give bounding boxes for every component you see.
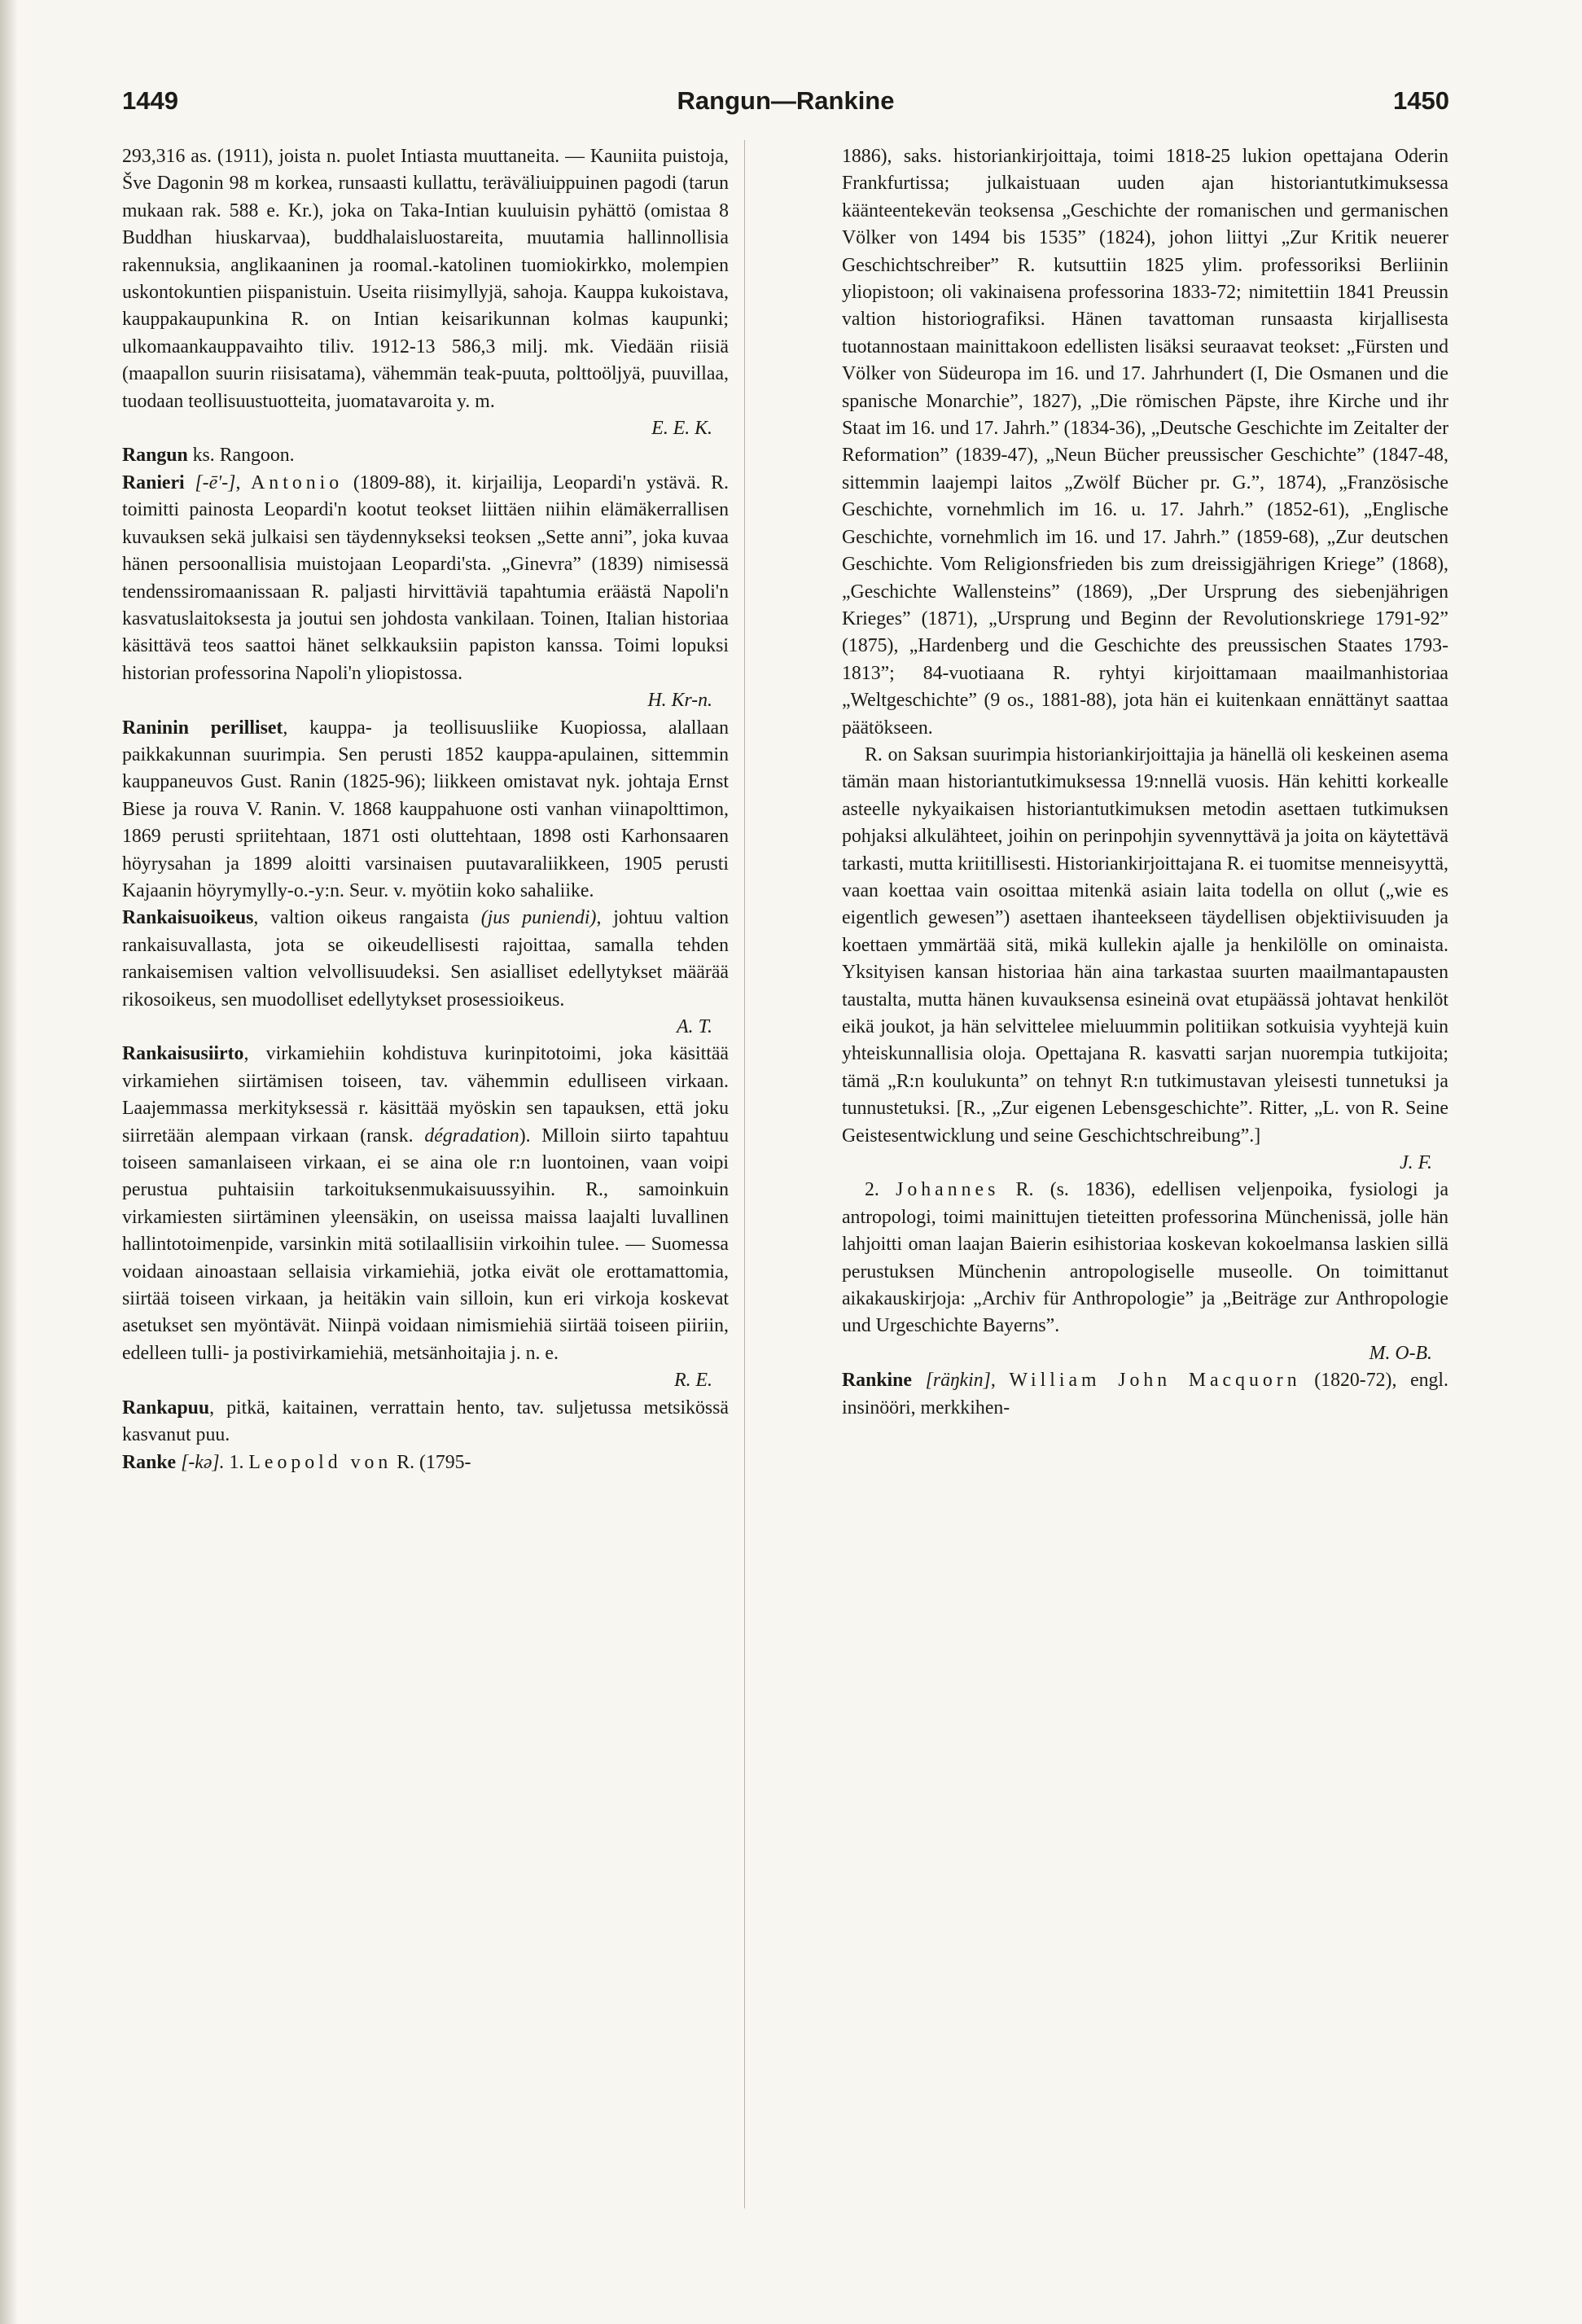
entry-text: ). Milloin siirto tapahtuu toiseen samanlaiseen virkaan, ei se aina ole r:n luontoinen, vaan voipi perustua puhtaisiin tarkoituksenmukaisuussyihin. R., samoinkuin virkamiesten siirtäminen yleensäkin, on useissa maissa laajalti luvallinen hallintotoimenpide, varsinkin mitä sotilaallisiin virkoihin tulee. — Suomessa voidaan ainoastaan sellaisia virkamiehiä, jotka eivät ole erottamattomia, siirtää toiseen virkaan, ja heitäkin vain silloin, kun eri virkoja koskevat asetukset sen myöntävät. Niinpä voidaan nimismiehiä siirtää toiseen piiriin, edelleen tulli- ja postivirkamiehiä, metsänhoitajia j. n. e. [122,1125,729,1364]
entry-text: R. (1795- [392,1451,471,1473]
entry-raninin-perilliset [122,715,729,905]
author-signature: M. O-B. [1369,1342,1432,1364]
spaced-name: Leopold von [248,1451,392,1473]
entry-ranke [122,1449,729,1476]
page-number-right: 1450 [1393,86,1449,115]
entry-text: 1. [224,1451,249,1473]
left-column [122,143,729,2220]
entry-headword: Rankapuu [122,1397,210,1419]
latin-term: (jus puniendi) [480,907,597,929]
pronunciation: [-ē'-] [195,471,236,493]
author-signature: E. E. K. [651,418,712,440]
entry-headword: Ranke [122,1451,177,1473]
paragraph: R. on Saksan suurimpia historiankirjoittajia ja hänellä oli keskeinen asema tämän maan historiantutkimuksessa 19:nnellä vuosis. Hän kehitti korkealle asteelle nykyaikaisen historiantutkimuksen metodin asettaen tutkimuksen pohjaksi alkulähteet, joihin on perinpohjin syvennyttävä ja joita on käytettävä tarkasti, mutta kriitillisesti. Historiankirjoittajana R. ei tuomitse menneisyyttä, vaan koettaa vain osoittaa mitenkä asiain laita todella on ollut („wie es eigentlich gewesen”) asettaen ihanteekseen täydellisen objektiivisuuden ja koettaen ymmärtää sitä, mikä kullekin ajalle ja henkilölle on ominaista. Yksityisen kansan historiaa hän aina tarkastaa suurten maailmantapausten taustalta, mutta hänen kuvauksensa esineinä ovat etupäässä johtavat henkilöt eikä joukot, ja hän selvittelee mieluummin politiikan sotkuisia vyyhtejä kuin yhteiskunnallisia oloja. Opettajana R. kasvatti sarjan nuorempia tutkijoita; tämä „R:n koulukunta” on tehnyt R:n tutkimustavan yleisesti tunnetuksi ja tunnustetuksi. [R., „Zur eigenen Lebensgeschichte”. Ritter, „L. von R. Seine Geistesentwicklung und seine Geschichtschreibung”.] [842,743,1448,1147]
entry-ranieri: Ranieri [-ē'-], Antonio (1809-88), it. kirjailija, Leopardi'n ystävä. R. toimitti painosta Leopardi'n kootut teokset liittäen niihin elämäkerrallisen kuvauksen sekä julkaisi sen täydennykseksi teoksen „Sette anni”, joka kuvaa hänen persoonallisia muistojaan Leopardi'sta. „Ginevra” (1839) nimisessä tendenssiromaanissaan R. paljasti hirvittäviä tapahtumia eräästä Napoli'n kasvatuslaitoksesta ja joutui sen johdosta vankilaan. Toinen, Italian historiaa käsittävä teos saattoi hänet selkkauksiin papiston kanssa. Toimi lopuksi historian professorina Napoli'n yliopistossa. [122,471,729,684]
entry-text: ks. Rangoon. [187,445,295,467]
running-head [122,86,1449,119]
author-signature: H. Kr-n. [647,690,712,712]
entry-headword: Rankine [842,1370,912,1392]
page-number-left: 1449 [122,86,178,115]
continued-text: 1886), saks. historiankirjoittaja, toimi 1818-25 lukion opettajana Oderin Frankfurtissa; julkaistuaan uuden ajan historiantutkimuksessa käänteentekevän teoksensa „Geschichte der romanischen und germanischen Völker von 1494 bis 1535” (1824), johon liittyi „Zur Kritik neuerer Geschichtschreiber” R. kutsuttiin 1825 ylim. professoriksi Berliinin yliopistoon; oli vakinaisena professorina 1833-72; nimitettiin 1841 Preussin valtion historiografiksi. Hänen tavattoman runsaasta kirjallisesta tuotannostaan mainittakoon edellisten lisäksi seuraavat teokset: „Fürsten und Völker von Südeuropa im 16. und 17. Jahrhundert (I, Die Osmanen und die spanische Monarchie”, 1827), „Die römischen Päpste, ihre Kirche und ihr Staat im 16. und 17. Jahrh.” (1834-36), „Deutsche Geschichte im Zeitalter der Reformation” (1839-47), „Neun Bücher preussischer Geschichte” (1847-48, sittemmin laajempi laitos „Zwölf Bücher pr. G.”, 1874), „Französische Geschichte, vornehmlich im 16. u. 17. Jahrh.” (1852-61), „Englische Geschichte, vornehmlich im 16. und 17. Jahrh.” (1859-68), „Zur deutschen Geschichte. Vom Religionsfrieden bis zum dreissigjährigen Kriege” (1868), „Geschichte Wallensteins” (1869), „Der Ursprung des siebenjährigen Krieges” (1871), „Ursprung und Beginn der Revolutionskriege 1791-92” (1875), „Hardenberg und die Geschichte des preussischen Staates 1793-1813”; 84-vuotiaana R. ryhtyi kirjoittamaan maailmanhistoriaa „Weltgeschichte” (9 os., 1881-88), jota hän ei kuitenkaan ennättänyt saattaa päätökseen. [842,146,1448,739]
sub-entry-johannes [842,1177,1448,1340]
entry-text: , kauppa- ja teollisuusliike Kuopiossa, alallaan paikkakunnan suurimpia. Sen perusti 1852 kauppa-apulainen, sittemmin kauppaneuvos Gust. Ranin (1825-96); liikkeen omistavat nyk. johtaja Ernst Biese ja rouva V. Ranin. V. 1868 kauppahuone osti vanhan viinapolttimon, 1869 perusti spriitehtaan, 1871 osti oluttehtaan, 1898 osti Karhonsaaren höyrysahan ja 1899 aloitti varsinaisen puutavaraliikkeen, 1905 perusti Kajaanin höyrymylly-o.-y:n. Seur. v. myötiin koko sahaliike. [122,717,729,901]
entry-rankaisusiirto [122,1041,729,1367]
entry-rangun [122,442,729,469]
spaced-name: Johannes [896,1179,1000,1201]
pronunciation: [-kə]. [181,1451,225,1473]
entry-text: (1820-72), engl. insinööri, merkkihen- [842,1370,1448,1419]
entry-headword: Rankaisuoikeus [122,907,254,929]
entry-rankine [842,1367,1448,1422]
entry-headword: Rangun [122,445,188,467]
spaced-name: William John Macquorn [1009,1370,1301,1392]
author-signature: J. F. [1400,1152,1432,1174]
entry-text: R. (s. 1836), edellisen veljenpoika, fysiologi ja antropologi, toimi mainittujen tieteitten professorina Münchenissä, jolle hän lahjoitti oman laajan Baierin esihistoriaa koskevan kokoelmansa laskien sillä perustuksen Münchenin antropologiselle museolle. On toimittanut aikakauskirjoja: „Archiv für Anthropologie” ja „Beiträge zur Anthropologie und Urgeschichte Bayerns”. [842,1179,1448,1337]
spaced-name: Antonio [251,471,344,493]
entry-text: , valtion oikeus rangaista [253,907,481,929]
entry-rankapuu [122,1395,729,1449]
author-signature: A. T. [677,1016,712,1037]
running-title: Rangun—Rankine [677,86,895,115]
pronunciation: [räŋkin] [925,1370,991,1392]
column-divider [744,140,745,2208]
entry-text: , pitkä, kaitainen, verrattain hento, tav. suljetussa metsikössä kasvanut puu. [122,1397,729,1446]
entry-headword: Raninin perilliset [122,717,283,739]
continued-text: 293,316 as. (1911), joista n. puolet Intiasta muuttaneita. — Kauniita puistoja, Šve Dagonin 98 m korkea, runsaasti kullattu, teräväliuippuinen pagodi (tarun mukaan rak. 588 e. Kr.), joka on Taka-Intian kuuluisin pyhättö (omistaa 8 Buddhan hiuskarvaa), buddhalaisluostareita, muutamia hallinnollisia rakennuksia, anglikaaninen ja roomal.-katolinen tuomiokirkko, molempien uskontokuntien piispanistuin. Useita riisimyllyjä, sahoja. Kauppa kukoistava, kauppakaupunkina R. on Intian keisarikunnan kolmas kaupunki; ulkomaankauppavaihto tiliv. 1912-13 586,3 milj. mk. Viedään riisiä (maapallon suurin riisisatama), vähemmän teak-puuta, polttoöljyä, puuvillaa, tuodaan teollisuustuotteita, juomatavaroita y. m. [122,146,729,412]
entry-text: , johtuu valtion rankaisuvallasta, jota se oikeudellisesti rajoittaa, samalla tehden rankaisemisen valtion velvollisuudeksi. Sen asialliset edellytykset määrää rikosoikeus, sen muodolliset edellytykset prosessioikeus. [122,907,729,1011]
entry-headword: Rankaisusiirto [122,1043,244,1065]
entry-rankaisuoikeus [122,905,729,1014]
right-column [842,143,1448,2220]
page-edge-shadow [0,0,18,2324]
entry-text: , virkamiehiin kohdistuva kurinpitotoimi, joka käsittää virkamiehen siirtämisen toiseen, tav. vähemmin edulliseen virkaan. Laajemmassa merkityksessä r. käsittää myöskin sen tapauksen, että joku siirretään alempaan virkaan (ransk. [122,1043,729,1147]
entry-text: 2. [865,1179,896,1201]
entry-text: , [990,1370,1010,1392]
entry-text: (1809-88), it. kirjailija, Leopardi'n ystävä. R. toimitti painosta Leopardi'n kootut teokset liittäen niihin elämäkerrallisen kuvauksen sekä julkaisi sen täydennykseksi teoksen „Sette anni”, joka kuvaa hänen persoonallisia muistojaan Leopardi'sta. „Ginevra” (1839) nimisessä tendenssiromaanissaan R. paljasti hirvittäviä tapahtumia eräästä Napoli'n kasvatuslaitoksesta ja joutui sen johdosta vankilaan. Toinen, Italian historiaa käsittävä teos saattoi hänet selkkauksiin papiston kanssa. Toimi lopuksi historian professorina Napoli'n yliopistossa. [122,471,729,684]
entry-headword: Ranieri [122,471,185,493]
author-signature: R. E. [674,1370,712,1392]
french-term: dégradation [424,1125,519,1147]
